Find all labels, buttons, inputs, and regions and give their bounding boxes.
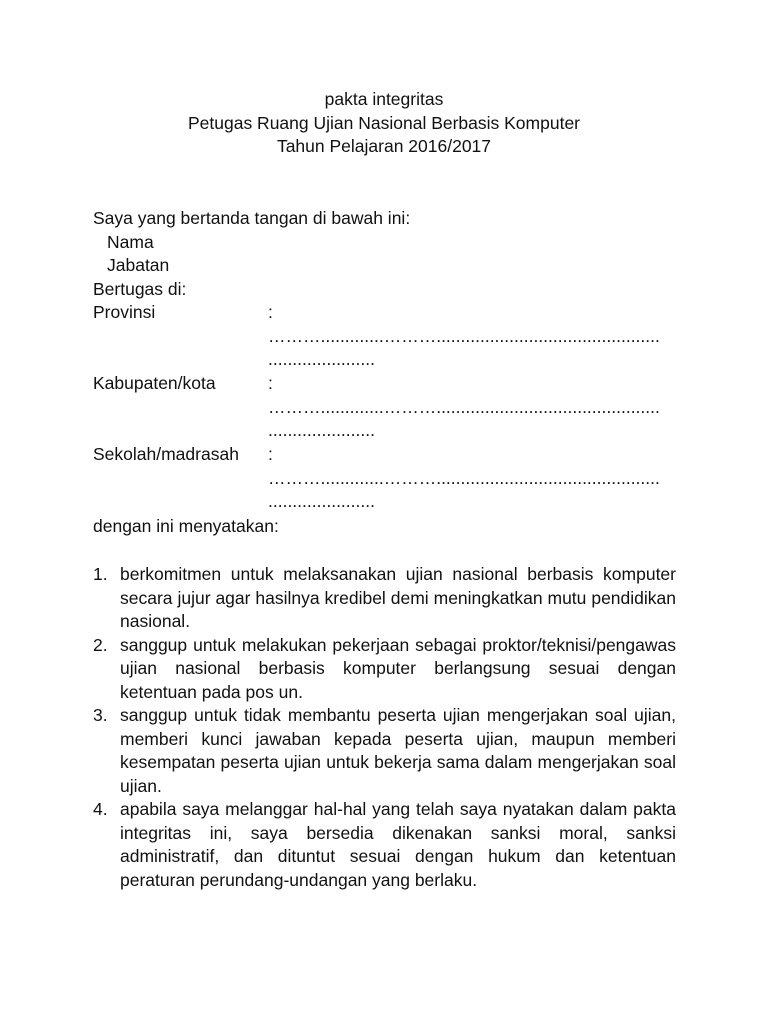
intro-statement: Saya yang bertanda tangan di bawah ini: — [93, 208, 411, 228]
province-fill-line-continued: ...................... — [268, 349, 375, 369]
province-label: Provinsi — [93, 302, 156, 322]
list-item — [93, 563, 676, 634]
position-label: Jabatan — [107, 255, 170, 275]
commitment-list — [93, 563, 676, 892]
school-fill-line: ……….............……….............................................. — [268, 467, 660, 488]
list-item-text: sanggup untuk tidak membantu peserta ujian mengerjakan soal ujian, memberi kunci jawaban kepada peserta ujian, maupun memberi kesempatan peserta ujian untuk bekerja sama dalam mengerjakan soal ujian. — [120, 705, 676, 796]
document-title: pakta integritas — [324, 89, 444, 109]
list-item-text: sanggup untuk melakukan pekerjaan sebagai proktor/teknisi/pengawas ujian nasional berbasis komputer berlangsung sesuai dengan ketentuan pada pos un. — [120, 634, 676, 702]
list-item — [93, 798, 676, 892]
regency-label: Kabupaten/kota — [93, 373, 216, 393]
duty-location-label: Bertugas di: — [93, 278, 187, 299]
field-colon: : — [268, 302, 273, 322]
school-label: Sekolah/madrasah — [93, 444, 239, 464]
field-colon: : — [268, 444, 273, 464]
academic-year: Tahun Pelajaran 2016/2017 — [276, 136, 492, 156]
signatory-section — [93, 207, 676, 301]
school-fill-line-continued: ...................... — [268, 491, 375, 511]
list-item-number: 3. — [93, 705, 108, 725]
list-item-text: apabila saya melanggar hal-hal yang telah saya nyatakan dalam pakta integritas ini, saya bersedia dikenakan sanksi moral, sanksi administratif, dan dituntut sesuai dengan hukum dan ketentuan peraturan perundang-undangan yang berlaku. — [120, 799, 676, 890]
declaration-heading: dengan ini menyatakan: — [93, 516, 279, 536]
regency-fill-line-continued: ...................... — [268, 420, 375, 440]
field-colon: : — [268, 373, 273, 393]
list-item — [93, 704, 676, 798]
list-item-text: berkomitmen untuk melaksanakan ujian nasional berbasis komputer secara jujur agar hasilnya kredibel demi meningkatkan mutu pendidikan nasional. — [120, 564, 676, 631]
list-item-number: 1. — [93, 564, 108, 584]
document-subtitle: Petugas Ruang Ujian Nasional Berbasis Komputer — [187, 112, 581, 133]
province-fill-line: ……….............……….............................................. — [268, 325, 660, 346]
list-item-number: 4. — [93, 799, 108, 819]
list-item — [93, 634, 676, 705]
document-title-block — [0, 88, 768, 159]
name-label: Nama — [107, 231, 154, 252]
regency-fill-line: ……….............……….............................................. — [268, 396, 660, 417]
list-item-number: 2. — [93, 634, 108, 655]
